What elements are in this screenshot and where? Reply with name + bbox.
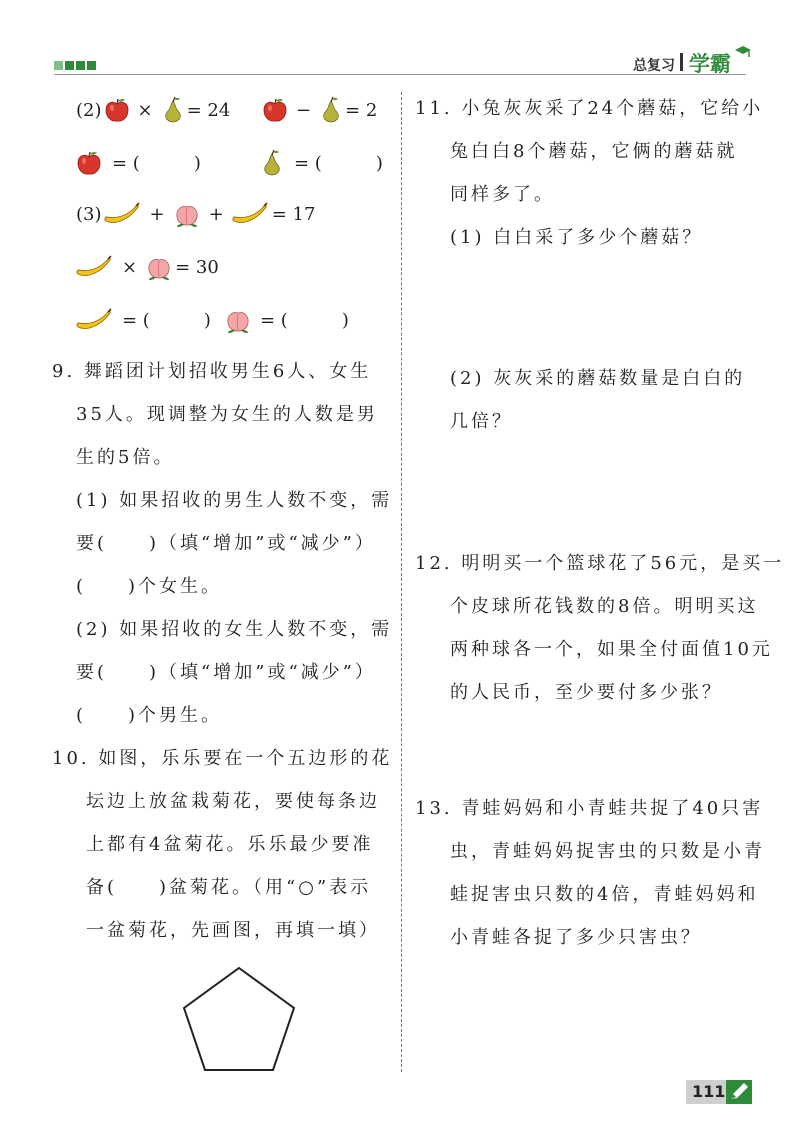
header-squares	[54, 61, 96, 70]
header-square-2	[65, 61, 74, 70]
plus-sign: +	[208, 204, 224, 225]
pencil-icon	[726, 1080, 752, 1104]
q13-line: 小青蛙各捉了多少只害虫？	[450, 927, 702, 948]
q10-line: 10. 如图，乐乐要在一个五边形的花	[52, 748, 393, 769]
header-separator	[680, 53, 683, 71]
q9-line: ( )个男生。	[76, 705, 223, 726]
plus-sign: +	[149, 204, 165, 225]
peach-icon	[145, 254, 173, 282]
column-divider	[401, 92, 402, 1072]
q12-line: 两种球各一个，如果全付面值10元	[450, 639, 773, 660]
q11-line: 兔白白8个蘑菇，它俩的蘑菇就	[450, 141, 738, 162]
q13-line: 蛙捉害虫只数的4倍，青蛙妈妈和	[450, 884, 759, 905]
header-square-3	[76, 61, 85, 70]
multiply-sign: ×	[122, 257, 138, 278]
q12-line: 的人民币，至少要付多少张？	[450, 682, 723, 703]
page-number: 111	[692, 1082, 726, 1101]
p2-apple-answer	[74, 150, 201, 178]
p2-pear-answer	[258, 150, 383, 178]
q11-sub2-line: 几倍？	[450, 411, 513, 432]
q11-line: 同样多了。	[450, 184, 555, 205]
q9-line: 生的5倍。	[76, 447, 175, 468]
header-square-1	[54, 61, 63, 70]
apple-icon	[76, 150, 102, 178]
pear-icon	[161, 97, 185, 125]
banana-icon	[232, 201, 270, 229]
q10-line: 备( )盆菊花。（用“○”表示	[86, 877, 372, 898]
q9-line: (2) 如果招收的女生人数不变，需	[76, 619, 393, 640]
banana-icon	[104, 201, 142, 229]
peach-answer-blank[interactable]: = ( )	[260, 310, 349, 331]
p3-equation-2	[74, 254, 219, 282]
p2-eq2-result: = 2	[345, 100, 378, 121]
q12-line: 个皮球所花钱数的8倍。明明买这	[450, 596, 759, 617]
banana-answer-blank[interactable]: = ( )	[122, 310, 211, 331]
apple-icon	[262, 97, 288, 125]
q11-line: (1) 白白采了多少个蘑菇？	[450, 227, 704, 248]
p2-label: (2)	[76, 100, 102, 121]
p3-banana-answer	[74, 307, 211, 335]
graduation-cap-icon	[733, 44, 753, 62]
peach-icon	[173, 201, 201, 229]
p3-mult-result: = 30	[175, 257, 219, 278]
p3-sum-result: = 17	[271, 204, 316, 225]
q12-line: 12. 明明买一个篮球花了56元，是买一	[415, 553, 785, 574]
brand-logo: 学霸	[689, 52, 731, 76]
q9-line: ( )个女生。	[76, 576, 223, 597]
q9-line: 35人。现调整为女生的人数是男	[76, 404, 378, 425]
apple-icon	[104, 97, 130, 125]
q10-line: 坛边上放盆栽菊花，要使每条边	[86, 791, 380, 812]
q10-line: 一盆菊花，先画图，再填一填）	[86, 920, 380, 941]
header-square-4	[87, 61, 96, 70]
banana-icon	[76, 307, 114, 335]
p3-label: (3)	[76, 204, 102, 225]
review-label: 总复习	[633, 58, 675, 74]
apple-answer-blank[interactable]: = ( )	[112, 153, 201, 174]
q9-line: 9. 舞蹈团计划招收男生6人、女生	[52, 361, 372, 382]
pentagon-diagram	[176, 960, 302, 1080]
q9-line: 要( )（填“增加”或“减少”）	[76, 662, 376, 683]
q13-line: 虫，青蛙妈妈捉害虫的只数是小青	[450, 841, 765, 862]
p3-peach-answer	[222, 307, 349, 335]
p3-equation-1	[76, 201, 315, 229]
q9-line: (1) 如果招收的男生人数不变，需	[76, 490, 393, 511]
pear-answer-blank[interactable]: = ( )	[294, 153, 383, 174]
q13-line: 13. 青蛙妈妈和小青蛙共捉了40只害	[415, 798, 764, 819]
pear-icon	[260, 150, 284, 178]
q11-line: 11. 小兔灰灰采了24个蘑菇，它给小	[415, 98, 764, 119]
multiply-sign: ×	[137, 100, 153, 121]
p2-equation-1	[76, 97, 230, 125]
q10-line: 上都有4盆菊花。乐乐最少要准	[86, 834, 374, 855]
q11-sub2-line: (2) 灰灰采的蘑菇数量是白白的	[450, 368, 746, 389]
q9-line: 要( )（填“增加”或“减少”）	[76, 533, 376, 554]
banana-icon	[76, 254, 114, 282]
p2-eq1-result: = 24	[186, 100, 231, 121]
peach-icon	[224, 307, 252, 335]
pear-icon	[319, 97, 343, 125]
p2-equation-2	[260, 97, 377, 125]
minus-sign: −	[296, 100, 312, 121]
